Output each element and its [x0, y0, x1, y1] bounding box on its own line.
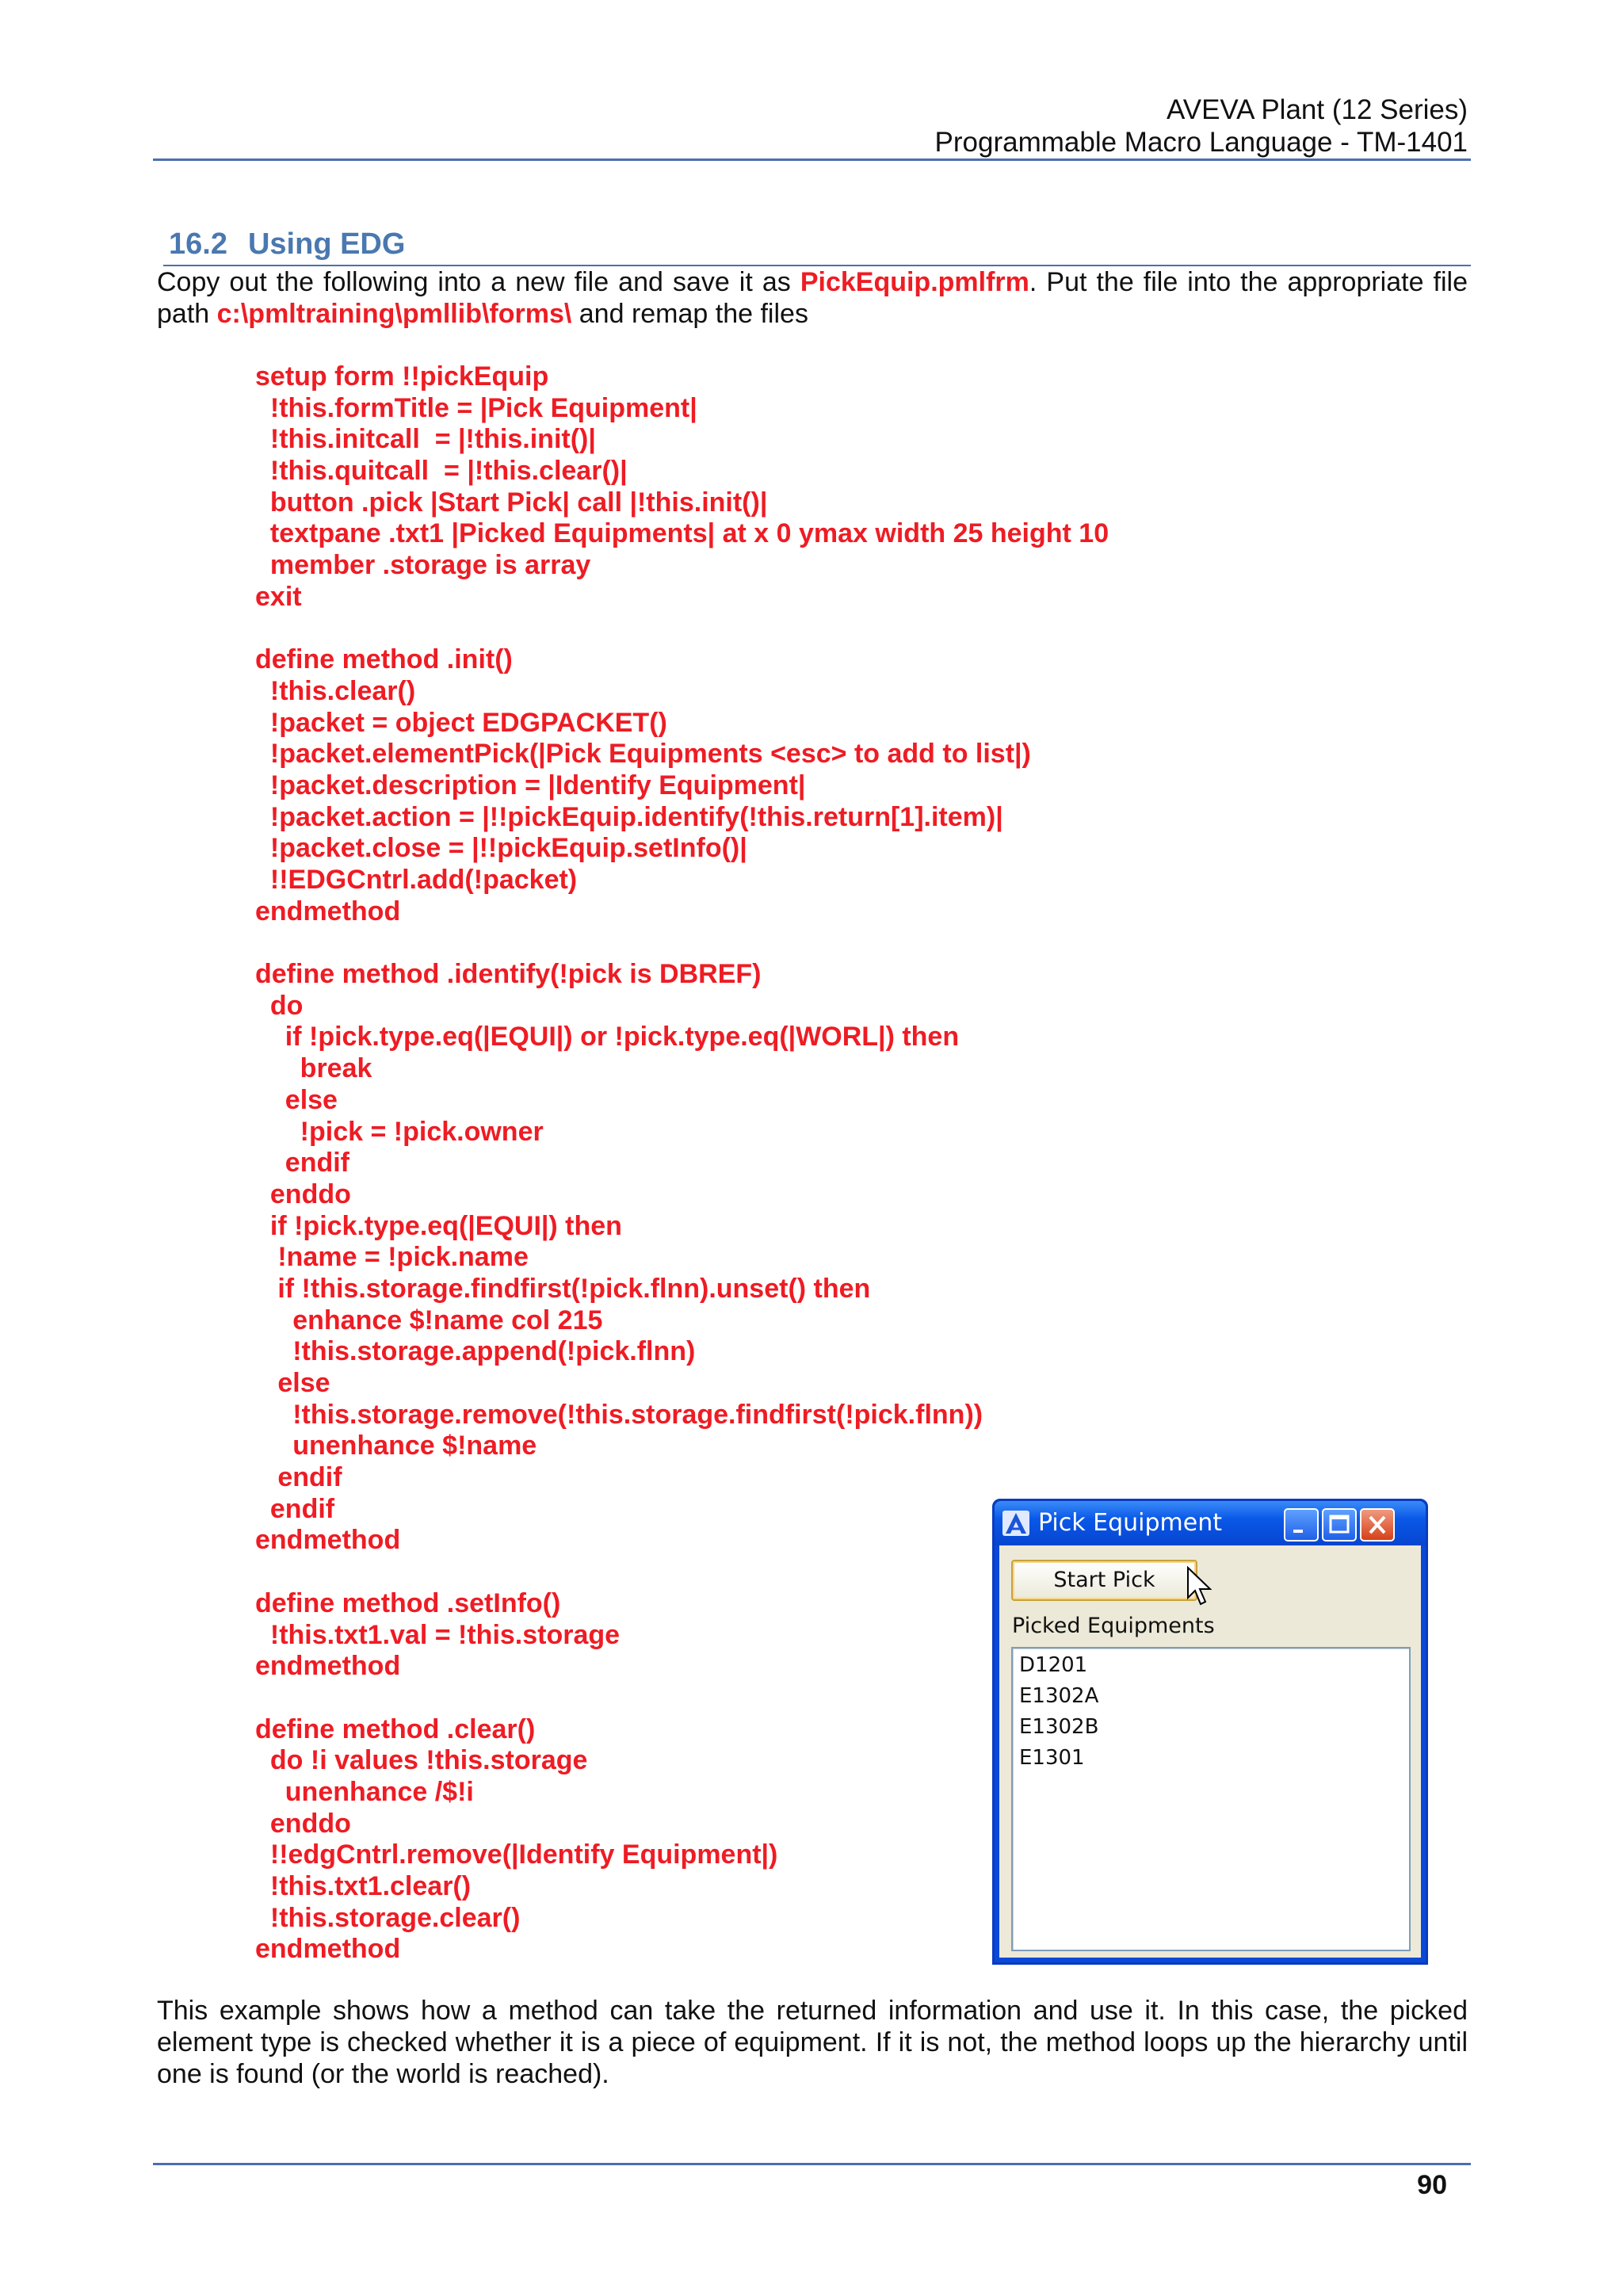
code-line: !this.storage.clear()	[255, 1902, 521, 1933]
code-line: !!EDGCntrl.add(!packet)	[255, 865, 578, 895]
code-line: unenhance /$!i	[255, 1776, 474, 1807]
code-line: setup form !!pickEquip	[255, 361, 549, 392]
code-line: !packet.elementPick(|Pick Equipments <esc> to add to list|)	[255, 739, 1031, 770]
code-line: do !i values !this.storage	[255, 1745, 588, 1776]
code-line: !this.txt1.val = !this.storage	[255, 1619, 621, 1650]
code-line	[255, 927, 1109, 959]
window-titlebar[interactable]	[995, 1501, 1426, 1545]
maximize-button[interactable]	[1322, 1508, 1357, 1541]
code-line: !packet.close = |!!pickEquip.setInfo()|	[255, 833, 747, 864]
code-line: enhance $!name col 215	[255, 1305, 603, 1335]
list-item[interactable]: E1302A	[1019, 1684, 1099, 1708]
code-listing	[255, 361, 1109, 1966]
section-heading	[169, 227, 405, 262]
code-line: !this.storage.append(!pick.flnn)	[255, 1336, 696, 1367]
running-header	[935, 94, 1468, 159]
code-line: if !pick.type.eq(|EQUI|) then	[255, 1210, 622, 1241]
footer-rule	[153, 2163, 1471, 2165]
section-title: Using EDG	[247, 227, 406, 261]
code-line: define method .init()	[255, 644, 513, 675]
code-line: break	[255, 1053, 372, 1084]
start-pick-button[interactable]: Start Pick	[1011, 1560, 1197, 1601]
code-line: endmethod	[255, 896, 401, 926]
minimize-icon	[1285, 1510, 1317, 1540]
intro-text-1: Copy out the following into a new file and save it as	[157, 267, 800, 297]
code-line: !this.storage.remove(!this.storage.findfirst(!pick.flnn))	[255, 1399, 983, 1430]
closing-paragraph: This example shows how a method can take the returned information and use it. In this case, the picked element type is checked whether it is a piece of equipment. If it is not, the method loops up the hierarchy until one is found (or the world is reached).	[157, 1996, 1468, 2089]
code-line: define method .clear()	[255, 1713, 536, 1744]
mouse-pointer-icon	[1186, 1566, 1213, 1607]
code-line: textpane .txt1 |Picked Equipments| at x 0 ymax width 25 height 10	[255, 518, 1109, 549]
window-client-area	[999, 1545, 1421, 1958]
close-icon	[1361, 1510, 1393, 1540]
code-line: define method .setInfo()	[255, 1587, 561, 1618]
code-line: exit	[255, 581, 302, 612]
list-item[interactable]: D1201	[1019, 1653, 1088, 1677]
code-line: !pick = !pick.owner	[255, 1116, 544, 1147]
intro-filename: PickEquip.pmlfrm	[800, 267, 1029, 297]
picked-equipments-list[interactable]	[1011, 1647, 1411, 1951]
code-line: endif	[255, 1493, 335, 1524]
code-line	[255, 613, 1109, 645]
code-line: endif	[255, 1148, 349, 1179]
code-line	[255, 1557, 1109, 1588]
code-line: !packet.action = |!!pickEquip.identify(!this.return[1].item)|	[255, 801, 1003, 832]
minimize-button[interactable]	[1284, 1508, 1319, 1541]
code-line: !this.clear()	[255, 675, 416, 706]
aveva-app-icon	[1002, 1511, 1029, 1536]
code-line: enddo	[255, 1179, 351, 1209]
code-line: if !this.storage.findfirst(!pick.flnn).unset() then	[255, 1273, 871, 1304]
code-line: else	[255, 1084, 338, 1115]
maximize-icon	[1323, 1510, 1355, 1540]
code-line: endmethod	[255, 1934, 401, 1965]
code-line: do	[255, 990, 304, 1021]
code-line: !this.initcall = |!this.init()|	[255, 424, 596, 455]
code-line: !this.quitcall = |!this.clear()|	[255, 456, 628, 487]
list-item[interactable]: E1301	[1019, 1746, 1085, 1770]
code-line: !name = !pick.name	[255, 1242, 529, 1273]
code-line: !packet.description = |Identify Equipment|	[255, 770, 806, 800]
header-product-line: AVEVA Plant (12 Series)	[1167, 94, 1468, 125]
code-line: define method .identify(!pick is DBREF)	[255, 959, 762, 990]
code-line: endmethod	[255, 1651, 401, 1682]
code-line: enddo	[255, 1808, 351, 1839]
intro-text-2: . Put the file into the appropriate file path	[157, 267, 1468, 329]
picked-equipments-label: Picked Equipments	[1012, 1614, 1215, 1638]
code-line: endif	[255, 1462, 342, 1493]
code-line: !!edgCntrl.remove(|Identify Equipment|)	[255, 1839, 778, 1870]
code-line: !this.txt1.clear()	[255, 1871, 472, 1901]
code-line: !this.formTitle = |Pick Equipment|	[255, 392, 697, 423]
code-line: unenhance $!name	[255, 1431, 537, 1461]
section-number: 16.2	[169, 227, 227, 261]
pick-equipment-window	[992, 1499, 1428, 1965]
header-rule	[153, 159, 1471, 161]
code-line	[255, 1683, 1109, 1714]
close-button[interactable]	[1360, 1508, 1395, 1541]
intro-paragraph	[157, 266, 1468, 330]
code-line: else	[255, 1368, 330, 1398]
window-title: Pick Equipment	[1038, 1509, 1223, 1537]
header-course-line: Programmable Macro Language - TM-1401	[934, 127, 1468, 158]
intro-text-3: and remap the files	[571, 299, 808, 329]
code-line: endmethod	[255, 1525, 401, 1556]
code-line: member .storage is array	[255, 550, 591, 581]
code-line: button .pick |Start Pick| call |!this.init()|	[255, 487, 768, 518]
list-item[interactable]: E1302B	[1019, 1715, 1099, 1739]
code-line: if !pick.type.eq(|EQUI|) or !pick.type.eq(|WORL|) then	[255, 1022, 960, 1052]
code-line: !packet = object EDGPACKET()	[255, 707, 667, 738]
page-number: 90	[1417, 2170, 1447, 2200]
intro-path: c:\pmltraining\pmllib\forms\	[216, 299, 572, 329]
